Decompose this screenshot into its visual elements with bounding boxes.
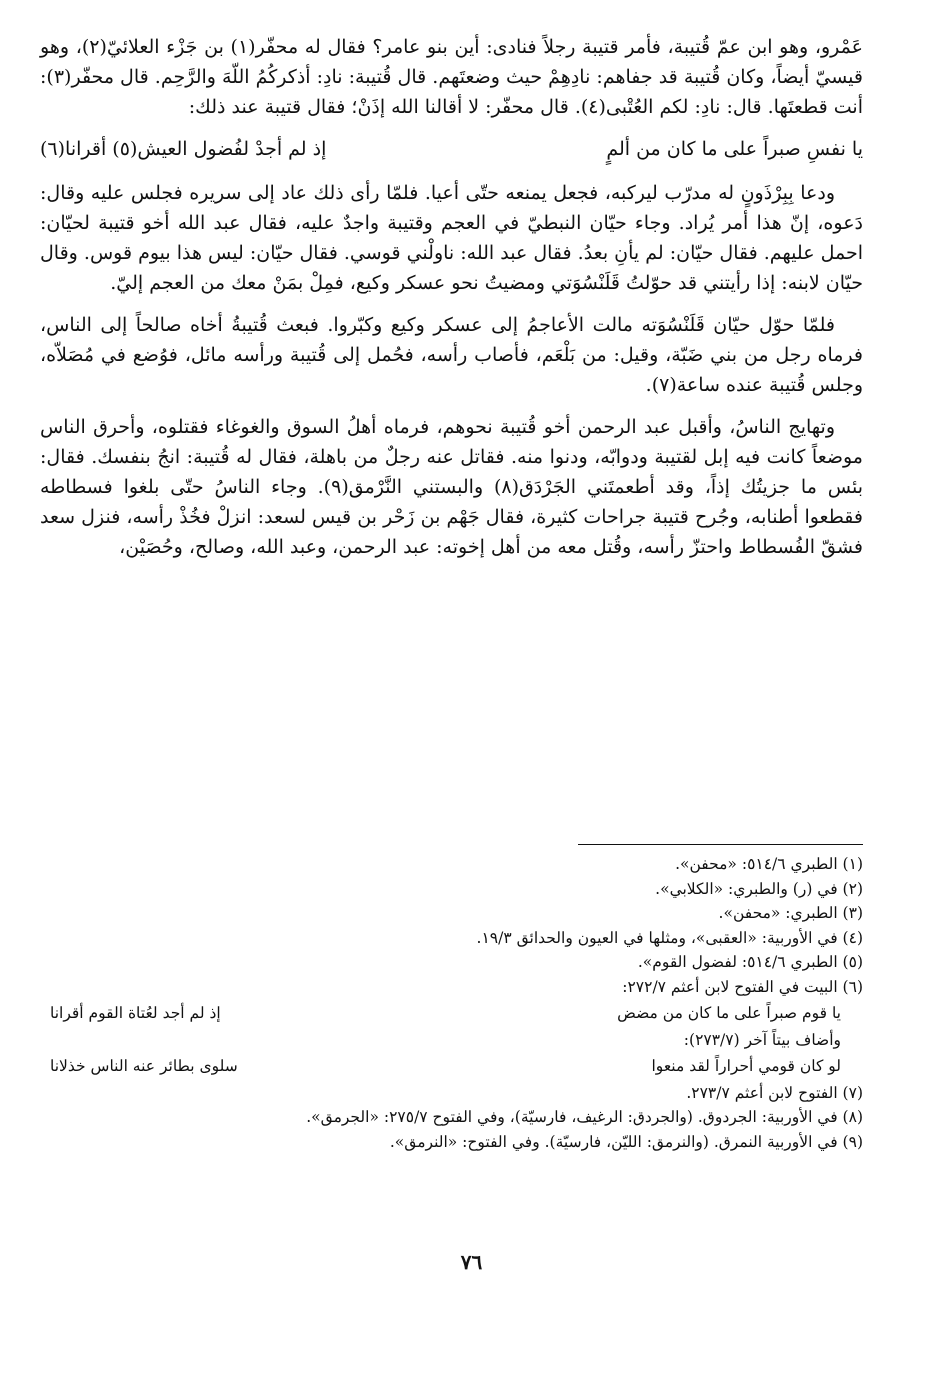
footnote-5: (٥) الطبري ٥١٤/٦: لفضول القوم». — [637, 953, 863, 971]
verse-first-hemistich: يا نفسِ صبراً على ما كان من ألمٍ — [606, 138, 863, 160]
footnote-7: (٧) الفتوح لابن أعثم ٢٧٣/٧. — [686, 1083, 863, 1102]
paragraph-3: فلمّا حوّل حيّان قَلَنْسُوَته مالت الأعاجمُ إلى عسكر وكيع وكبّروا. فبعث قُتيبةُ أخاه صالحاً إلى الناس، فرماه رجل من بني ضَبّة، وقيل: من بَلْعَم، فأصاب رأسه، فحُمل إلى قُتيبة ورأسه مائل، فوُضع في مُصَلاّه، وجلس قُتيبة عنده ساعة(٧). — [40, 314, 863, 396]
footnote-divider — [578, 844, 863, 845]
footnote-9: (٩) في الأوربية النمرق. (والنرمق: الليّن، فارسيّة). وفي الفتوح: «النرمق». — [389, 1132, 863, 1151]
paragraph-4: وتهايج الناسُ، وأقبل عبد الرحمن أخو قُتيبة نحوهم، فرماه أهلُ السوق والغوغاء فقتلوه، وأحرق الناس موضعاً كانت فيه إبل لقتيبة ودوابّه، ودنوا منه. فقاتل عنه رجلٌ من باهلة، فقال له قُتيبة: انجُ بنفسك. فقال: بئس ما جزيتُك إذاً، وقد أطعمتَني الجَرْدَق(٨) والبستني النَّرْمق(٩). وجاء الناسُ حتّى بلغوا فسطاطه فقطعوا أطنابه، وجُرح قتيبة جراحات كثيرة، فقال جَهْم بن زَحْر بن قيس لسعد: انزلْ فخُذْ رأسه، فنزل سعد فشقّ الفُسطاط واحتزّ رأسه، وقُتل معه من أهل إخوته: عبد الرحمن، وعبد الله، وصالح، وحُصَيْن، — [40, 416, 863, 558]
main-text — [40, 32, 863, 574]
footnote-8: (٨) في الأوربية: الجردوق. (والجردق: الرغيف، فارسيّة)، وفي الفتوح ٢٧٥/٧: «الجرمق». — [306, 1108, 863, 1126]
footnote-verse-second-hemistich: إذ لم أجد لعُتاة القوم أقرانا — [50, 1004, 221, 1022]
footnote-4: (٤) في الأوربية: «العقبى»، ومثلها في العيون والحدائق ١٩/٣. — [476, 928, 863, 947]
footnote-verse-first-hemistich: يا قوم صبراً على ما كان من مضض — [617, 1004, 841, 1022]
footnote-6-verse-2 — [40, 1054, 863, 1079]
footnote-3: (٣) الطبري: «محفن». — [718, 904, 863, 922]
footnote-1: (١) الطبري ٥١٤/٦: «محفن». — [675, 855, 863, 873]
verse-second-hemistich: إذ لم أجدْ لفُضول العيش(٥) أقرانا(٦) — [40, 138, 327, 160]
paragraph-1: عَمْرو، وهو ابن عمّ قُتيبة، فأمر قتيبة رجلاً فنادى: أين بنو عامر؟ فقال له محفّر(١) بن جَزْء العلائيّ(٢)، وهو قيسيّ أيضاً، وكان قُتيبة قد جفاهم: نادِهِمْ حيث وضعتَهم. قال قُتيبة: نادِ: أذكركُمُ اللّهَ والرَّحِم. قال محفّر(٣): أنت قطعتَها. قال: نادِ: لكم العُتْبى(٤). قال محفّر: لا أقالنا الله إذَنْ؛ فقال قتيبة عند ذلك: — [40, 36, 863, 118]
verse-line — [40, 134, 863, 164]
footnote-verse-second-hemistich: سلوى بطائر عنه الناس خذلانا — [50, 1057, 238, 1075]
footnote-6: (٦) البيت في الفتوح لابن أعثم ٢٧٢/٧: — [622, 977, 863, 996]
page-number: ٧٦ — [460, 1250, 483, 1274]
footnote-2: (٢) في (ر) والطبري: «الكلابي». — [655, 879, 863, 898]
footnote-6-verse-1 — [40, 1001, 863, 1026]
footnote-verse-first-hemistich: لو كان قومي أحراراً لقد منعوا — [651, 1057, 841, 1075]
paragraph-2: ودعا بِبِرْذَونٍ له مدرّب ليركبه، فجعل يمنعه حتّى أعيا. فلمّا رأى ذلك عاد إلى سريره فجلس عليه وقال: دَعوه، إنّ هذا أمر يُراد. وجاء حيّان النبطيّ في العجم وقتيبة واجدٌ عليه، فقال عبد الله أخو قتيبة لحيّان: احمل عليهم. فقال حيّان: لم يأنِ بعدُ. فقال عبد الله: ناولْني قوسي. فقال حيّان: ليس هذا بيوم قوس. وقال حيّان لابنه: إذا رأيتني قد حوّلتُ قَلَنْسُوَتي ومضيتُ نحو عسكر وكيع، فمِلْ بمَنْ معك من العجم إليّ. — [40, 182, 863, 294]
footnotes — [40, 852, 863, 1154]
footnote-6-addition: وأضاف بيتاً آخر (٢٧٣/٧): — [683, 1030, 841, 1049]
